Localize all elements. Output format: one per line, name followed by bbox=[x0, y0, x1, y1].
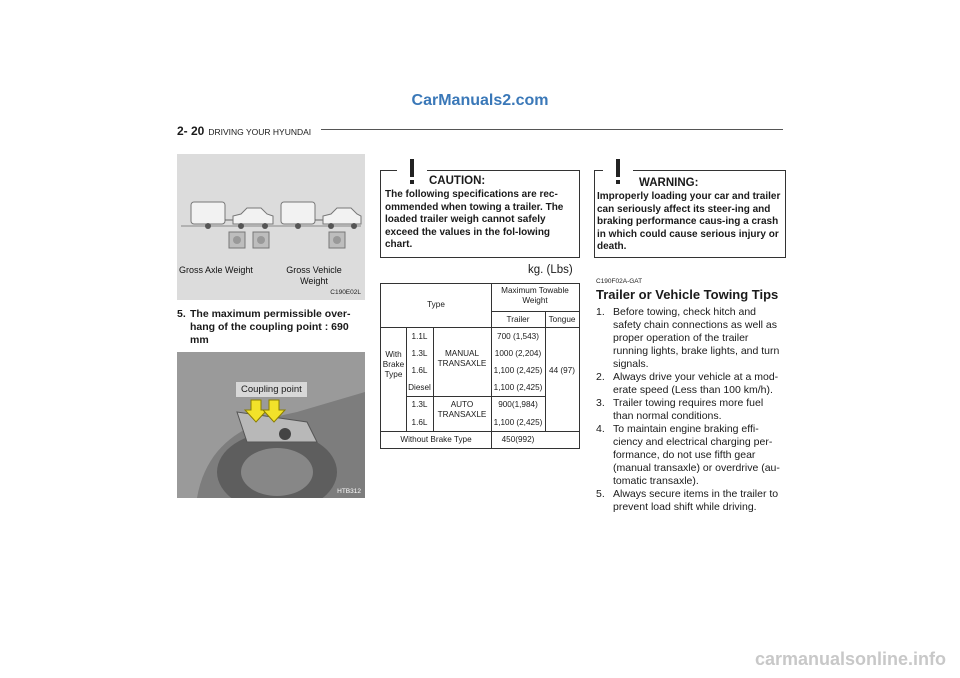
engine-cell: 1.3L bbox=[411, 400, 428, 409]
table-divider bbox=[545, 311, 546, 431]
table-header-type: Type bbox=[427, 300, 445, 309]
coupling-illustration bbox=[177, 352, 365, 498]
trailer-value: 1,100 (2,425) bbox=[493, 366, 543, 375]
gross-vehicle-weight-label: Gross Vehicle Weight bbox=[286, 265, 342, 286]
coupling-figure bbox=[177, 352, 365, 498]
table-header-trailer: Trailer bbox=[506, 315, 530, 324]
engine-cell: 1.6L bbox=[411, 418, 428, 427]
trailer-value: 700 (1,543) bbox=[497, 332, 539, 341]
engine-cell: Diesel bbox=[408, 383, 431, 392]
tips-code: C190F02A-GAT bbox=[596, 278, 643, 285]
weight-unit: kg. (Lbs) bbox=[528, 264, 573, 276]
figure2-code: HTB312 bbox=[337, 488, 361, 495]
trailer-value: 1000 (2,204) bbox=[494, 349, 542, 358]
trailer-value: 900(1,984) bbox=[498, 400, 538, 409]
table-header-tongue: Tongue bbox=[548, 315, 576, 324]
tip-text: Always drive your vehicle at a mod-erate speed (Less than 100 km/h). bbox=[613, 371, 779, 396]
list-item bbox=[596, 423, 786, 488]
table-divider bbox=[406, 327, 407, 431]
caution-box bbox=[380, 170, 580, 258]
overhang-item bbox=[177, 308, 365, 347]
trailer-value: 1,100 (2,425) bbox=[493, 383, 543, 392]
tips-list bbox=[596, 306, 786, 514]
page-number: 2- 20 bbox=[177, 124, 205, 138]
list-item bbox=[596, 371, 786, 397]
engine-cell: 1.6L bbox=[411, 366, 428, 375]
towing-spec-table bbox=[380, 283, 580, 449]
with-brake-label: With Brake Type bbox=[382, 350, 405, 379]
engine-cell: 1.3L bbox=[411, 349, 428, 358]
figure1-code: C190E02L bbox=[330, 289, 361, 296]
trailer-value: 1,100 (2,425) bbox=[493, 418, 543, 427]
warning-box bbox=[594, 170, 786, 258]
item5-number: 5. bbox=[177, 308, 186, 320]
tongue-value: 44 (97) bbox=[549, 366, 575, 375]
item5-text: The maximum permissible over-hang of the coupling point : 690 mm bbox=[190, 308, 351, 346]
warning-exclamation-icon bbox=[603, 157, 633, 187]
without-brake-value: 450(992) bbox=[501, 435, 535, 444]
watermark-top[interactable]: CarManuals2.com bbox=[411, 92, 549, 109]
table-divider bbox=[491, 311, 579, 312]
gross-axle-weight-label: Gross Axle Weight bbox=[179, 265, 253, 275]
warning-title: WARNING: bbox=[639, 177, 699, 189]
manual-transaxle-label: MANUAL TRANSAXLE bbox=[437, 349, 487, 368]
auto-transaxle-label: AUTO TRANSAXLE bbox=[437, 400, 487, 419]
tip-number: 5. bbox=[596, 488, 605, 500]
weight-figure bbox=[177, 154, 365, 300]
tip-number: 3. bbox=[596, 397, 605, 409]
table-divider bbox=[381, 431, 579, 432]
tip-number: 4. bbox=[596, 423, 605, 435]
list-item bbox=[596, 488, 786, 514]
coupling-point-label: Coupling point bbox=[235, 381, 308, 398]
section-title: DRIVING YOUR HYUNDAI bbox=[208, 127, 312, 137]
tip-text: Before towing, check hitch and safety chain connections as well as proper operation of the trailer running lights, brake lights, and turn signals. bbox=[613, 306, 780, 370]
tip-text: To maintain engine braking effi-ciency and electrical charging per-formance, do not use fifth gear (manual transaxle) or overdrive (au-tomatic transaxle). bbox=[613, 423, 780, 487]
list-item bbox=[596, 397, 786, 423]
caution-exclamation-icon bbox=[397, 157, 427, 187]
table-divider bbox=[381, 327, 579, 328]
watermark-bottom[interactable]: carmanualsonline.info bbox=[754, 649, 946, 669]
without-brake-label: Without Brake Type bbox=[400, 435, 472, 444]
table-header-max: Maximum Towable Weight bbox=[501, 286, 569, 305]
table-divider bbox=[406, 396, 545, 397]
warning-body: Improperly loading your car and trailer can seriously affect its steer-ing and braking performance caus-ing a crash in which could cause serious injury or death. bbox=[597, 191, 781, 252]
tips-title: Trailer or Vehicle Towing Tips bbox=[596, 287, 779, 302]
page-header bbox=[177, 122, 783, 136]
tip-text: Always secure items in the trailer to prevent load shift while driving. bbox=[613, 488, 779, 513]
engine-cell: 1.1L bbox=[411, 332, 428, 341]
tip-number: 1. bbox=[596, 306, 605, 318]
caution-body: The following specifications are rec-ommended when towing a trailer. The loaded trailer weigh cannot safely exceed the values in the fol-lowing chart. bbox=[385, 189, 564, 250]
list-item bbox=[596, 306, 786, 371]
header-rule bbox=[321, 129, 783, 130]
caution-title: CAUTION: bbox=[429, 175, 486, 187]
tip-number: 2. bbox=[596, 371, 605, 383]
tip-text: Trailer towing requires more fuel than normal conditions. bbox=[613, 397, 764, 422]
